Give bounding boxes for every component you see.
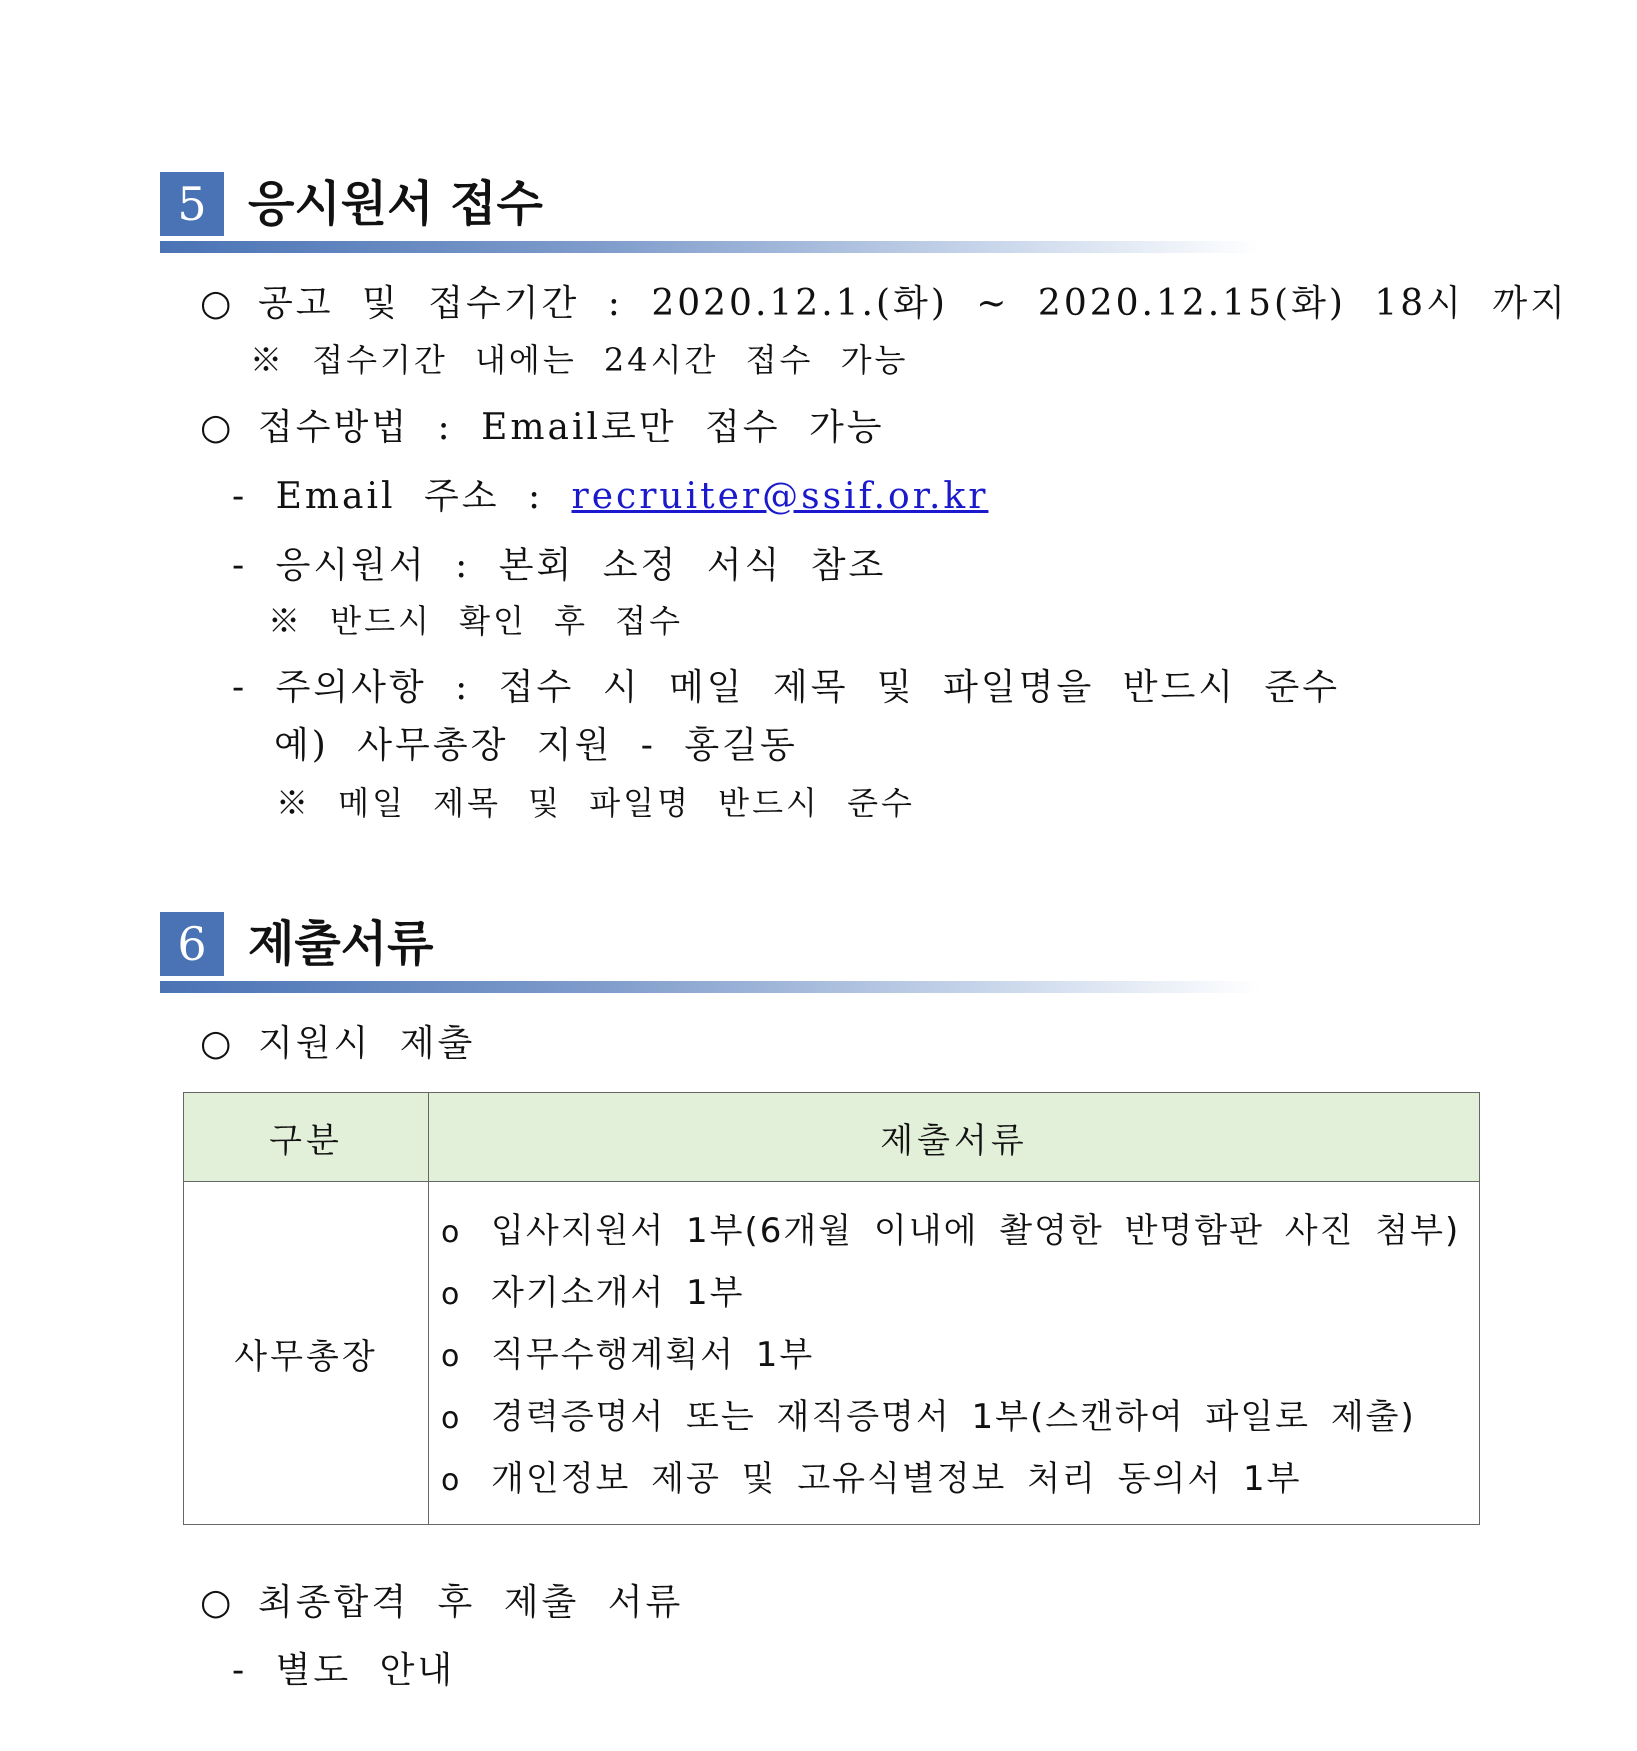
section-5-header	[160, 172, 1260, 262]
caution-example: 예) 사무총장 지원 - 홍길동	[274, 725, 798, 766]
list-item: o 직무수행계획서 1부	[441, 1324, 1479, 1386]
section-number: 5	[160, 172, 224, 236]
final-sub-line: - 별도 안내	[232, 1650, 456, 1691]
email-line: - Email 주소 : recruiter@ssif.or.kr	[232, 476, 989, 517]
section-number: 6	[160, 912, 224, 976]
table-header-row	[184, 1093, 1480, 1182]
table-row	[184, 1182, 1480, 1525]
bullet-icon: o	[441, 1463, 462, 1498]
final-line: ○ 최종합격 후 제출 서류	[200, 1580, 683, 1626]
bullet-icon: o	[441, 1277, 462, 1312]
column-header: 구분	[184, 1093, 429, 1182]
bullet-icon: o	[441, 1401, 462, 1436]
category-cell: 사무총장	[184, 1182, 429, 1525]
bullet-icon: o	[441, 1339, 462, 1374]
list-item: o 경력증명서 또는 재직증명서 1부(스캔하여 파일로 제출)	[441, 1386, 1479, 1448]
period-line: ○ 공고 및 접수기간 : 2020.12.1.(화) ~ 2020.12.15(화) 18시 까지	[200, 281, 1568, 327]
bullet-icon: ○	[200, 283, 235, 324]
caution-note: ※ 메일 제목 및 파일명 반드시 준수	[276, 784, 915, 822]
form-note: ※ 반드시 확인 후 접수	[268, 602, 683, 640]
list-item: o 개인정보 제공 및 고유식별정보 처리 동의서 1부	[441, 1448, 1479, 1510]
apply-line: ○ 지원시 제출	[200, 1021, 475, 1067]
bullet-icon: o	[441, 1215, 462, 1250]
bullet-icon: ○	[200, 1023, 235, 1064]
caution-line: - 주의사항 : 접수 시 메일 제목 및 파일명을 반드시 준수	[232, 667, 1341, 708]
bullet-icon: ○	[200, 1582, 235, 1623]
section-6-header	[160, 912, 1260, 1002]
method-line: ○ 접수방법 : Email로만 접수 가능	[200, 405, 885, 451]
period-note: ※ 접수기간 내에는 24시간 접수 가능	[250, 341, 909, 379]
section-underline-bar	[160, 981, 1260, 993]
email-link[interactable]: recruiter@ssif.or.kr	[571, 476, 989, 517]
list-item: o 자기소개서 1부	[441, 1262, 1479, 1324]
documents-table	[183, 1092, 1480, 1525]
documents-cell	[429, 1182, 1480, 1525]
list-item: o 입사지원서 1부(6개월 이내에 촬영한 반명함판 사진 첨부)	[441, 1200, 1479, 1262]
section-underline-bar	[160, 241, 1260, 253]
form-line: - 응시원서 : 본회 소정 서식 참조	[232, 545, 887, 586]
column-header: 제출서류	[429, 1093, 1480, 1182]
bullet-icon: ○	[200, 407, 235, 448]
section-title: 제출서류	[248, 916, 434, 972]
section-title: 응시원서 접수	[248, 176, 543, 232]
